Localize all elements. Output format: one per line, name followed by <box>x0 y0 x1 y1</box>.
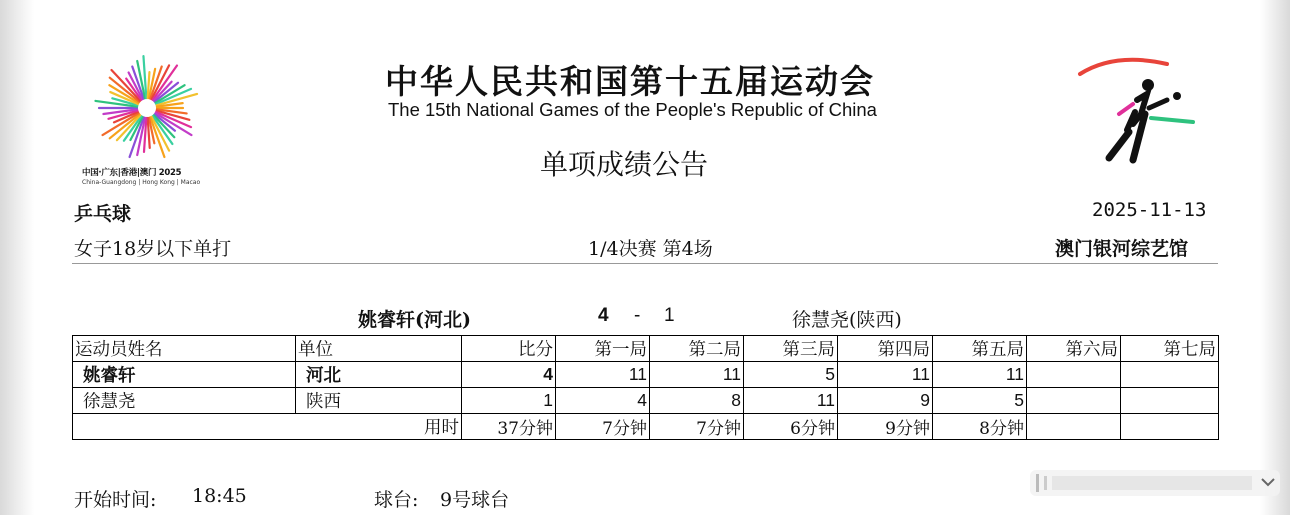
game-score <box>1121 362 1219 388</box>
header-game-2: 第二局 <box>650 336 744 362</box>
loser-score: 1 <box>664 305 675 326</box>
total-time: 37分钟 <box>462 414 556 440</box>
table-row <box>73 362 1219 388</box>
table-number: 9号球台 <box>440 489 510 511</box>
game-time <box>1121 414 1219 440</box>
athlete-name: 姚睿轩 <box>73 362 296 388</box>
header-unit: 单位 <box>296 336 462 362</box>
winner-name: 姚睿轩(河北) <box>358 309 471 331</box>
game-score: 5 <box>933 388 1027 414</box>
header-athlete: 运动员姓名 <box>73 336 296 362</box>
header-game-4: 第四局 <box>838 336 933 362</box>
game-time: 9分钟 <box>838 414 933 440</box>
header-game-1: 第一局 <box>556 336 650 362</box>
game-time: 8分钟 <box>933 414 1027 440</box>
match-date: 2025-11-13 <box>1092 199 1207 221</box>
game-score <box>1027 388 1121 414</box>
start-time: 18:45 <box>192 485 247 507</box>
game-score: 5 <box>744 362 838 388</box>
venue: 澳门银河综艺馆 <box>1055 238 1189 260</box>
table-row <box>73 388 1219 414</box>
game-score: 11 <box>838 362 933 388</box>
logo-caption-en: China-Guangdong | Hong Kong | Macao <box>82 179 201 186</box>
header-game-3: 第三局 <box>744 336 838 362</box>
game-score: 8 <box>650 388 744 414</box>
start-time-label: 开始时间: <box>74 489 157 511</box>
game-score: 11 <box>933 362 1027 388</box>
game-score <box>1027 362 1121 388</box>
game-score: 11 <box>556 362 650 388</box>
loser-name: 徐慧尧(陕西) <box>792 309 902 331</box>
logo-caption-cn: 中国·广东|香港|澳门 2025 <box>82 168 182 178</box>
page-scrubber-bar[interactable] <box>1030 468 1280 498</box>
games-title-en: The 15th National Games of the People's Republic of China <box>388 99 877 120</box>
event-category: 女子18岁以下单打 <box>74 238 232 260</box>
athlete-name: 徐慧尧 <box>73 388 296 414</box>
game-time <box>1027 414 1121 440</box>
notice-title: 单项成绩公告 <box>540 148 709 181</box>
divider-line <box>72 263 1218 264</box>
game-score <box>1121 388 1219 414</box>
table-header-row <box>73 336 1219 362</box>
game-score: 11 <box>650 362 744 388</box>
athlete-unit: 河北 <box>296 362 462 388</box>
game-time: 7分钟 <box>556 414 650 440</box>
page-right-edge <box>1260 0 1290 515</box>
match-score: 4 <box>462 362 556 388</box>
game-score: 11 <box>744 388 838 414</box>
games-title-cn: 中华人民共和国第十五届运动会 <box>385 62 875 101</box>
sport-name: 乒乓球 <box>74 203 132 225</box>
table-tennis-pictogram-icon <box>1075 52 1205 172</box>
game-score: 9 <box>838 388 933 414</box>
header-game-6: 第六局 <box>1027 336 1121 362</box>
game-time: 7分钟 <box>650 414 744 440</box>
game-score: 4 <box>556 388 650 414</box>
match-round: 1/4决赛 第4场 <box>588 238 713 260</box>
header-score: 比分 <box>462 336 556 362</box>
header-game-7: 第七局 <box>1121 336 1219 362</box>
score-dash: - <box>634 305 641 326</box>
match-score: 1 <box>462 388 556 414</box>
athlete-unit: 陕西 <box>296 388 462 414</box>
page-left-edge <box>0 0 34 515</box>
table-time-row <box>73 414 1219 440</box>
winner-score: 4 <box>598 305 609 326</box>
results-table <box>72 335 1219 440</box>
game-time: 6分钟 <box>744 414 838 440</box>
table-label: 球台: <box>374 489 419 511</box>
header-game-5: 第五局 <box>933 336 1027 362</box>
time-label: 用时 <box>73 414 462 440</box>
